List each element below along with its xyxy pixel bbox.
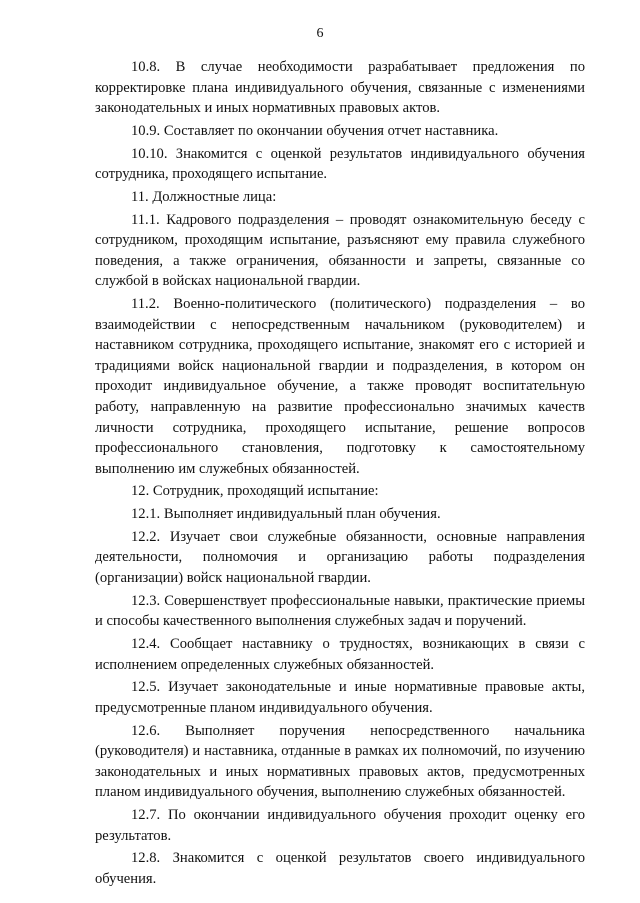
paragraph-12-3: 12.3. Совершенствует профессиональные навыки, практические приемы и способы качественного выполнения служебных задач и поручений. [95,592,585,630]
paragraph-10-9: 10.9. Составляет по окончании обучения отчет наставника. [131,122,499,139]
paragraph-12-2: 12.2. Изучает свои служебные обязанности, основные направления деятельности, полномочия и организацию работы подразделения (организации) войск национальной гвардии. [95,528,585,586]
paragraph-11-1: 11.1. Кадрового подразделения – проводят ознакомительную беседу с сотрудником, проходящим испытание, разъясняют ему правила служебного поведения, а также ограничения, обязанности и запреты, связанные со службой в войсках национальной гвардии. [95,211,585,290]
paragraph-12-6: 12.6. Выполняет поручения непосредственного начальника (руководителя) и наставника, отданные в рамках их полномочий, по изучению законодательных и иных нормативных правовых актов, предусмотренных планом индивидуального обучения, выполнению служебных обязанностей. [95,722,585,801]
document-body [95,57,585,892]
section-heading-12: 12. Сотрудник, проходящий испытание: [131,483,379,500]
paragraph-12-7: 12.7. По окончании индивидуального обучения проходит оценку его результатов. [95,807,585,844]
paragraph-12-8: 12.8. Знакомится с оценкой результатов своего индивидуального обучения. [95,850,585,887]
paragraph-11-2: 11.2. Военно-политического (политического) подразделения – во взаимодействии с непосредственным начальником (руководителем) и наставником сотрудника, проходящего испытание, знакомят его с историей и традициями войск национальной гвардии и подразделения, в котором он проходит индивидуальное обучение, а также проводят воспитательную работу, направленную на развитие профессионально значимых качеств личности сотрудника, проходящего испытание, решение вопросов профессионального становления, подготовку к самостоятельному выполнению им служебных обязанностей. [95,296,585,477]
paragraph-10-8: 10.8. В случае необходимости разрабатывает предложения по корректировке плана индивидуального обучения, связанные с изменениями законодательных и иных нормативных правовых актов. [95,59,585,117]
paragraph-10-10: 10.10. Знакомится с оценкой результатов индивидуального обучения сотрудника, проходящего испытание. [95,145,585,183]
page-number: 6 [316,26,324,41]
section-heading-11: 11. Должностные лица: [131,188,277,205]
paragraph-12-1: 12.1. Выполняет индивидуальный план обучения. [131,506,441,523]
paragraph-12-4: 12.4. Сообщает наставнику о трудностях, возникающих в связи с исполнением определенных служебных обязанностей. [95,635,585,673]
paragraph-12-5: 12.5. Изучает законодательные и иные нормативные правовые акты, предусмотренные планом индивидуального обучения. [95,679,585,716]
